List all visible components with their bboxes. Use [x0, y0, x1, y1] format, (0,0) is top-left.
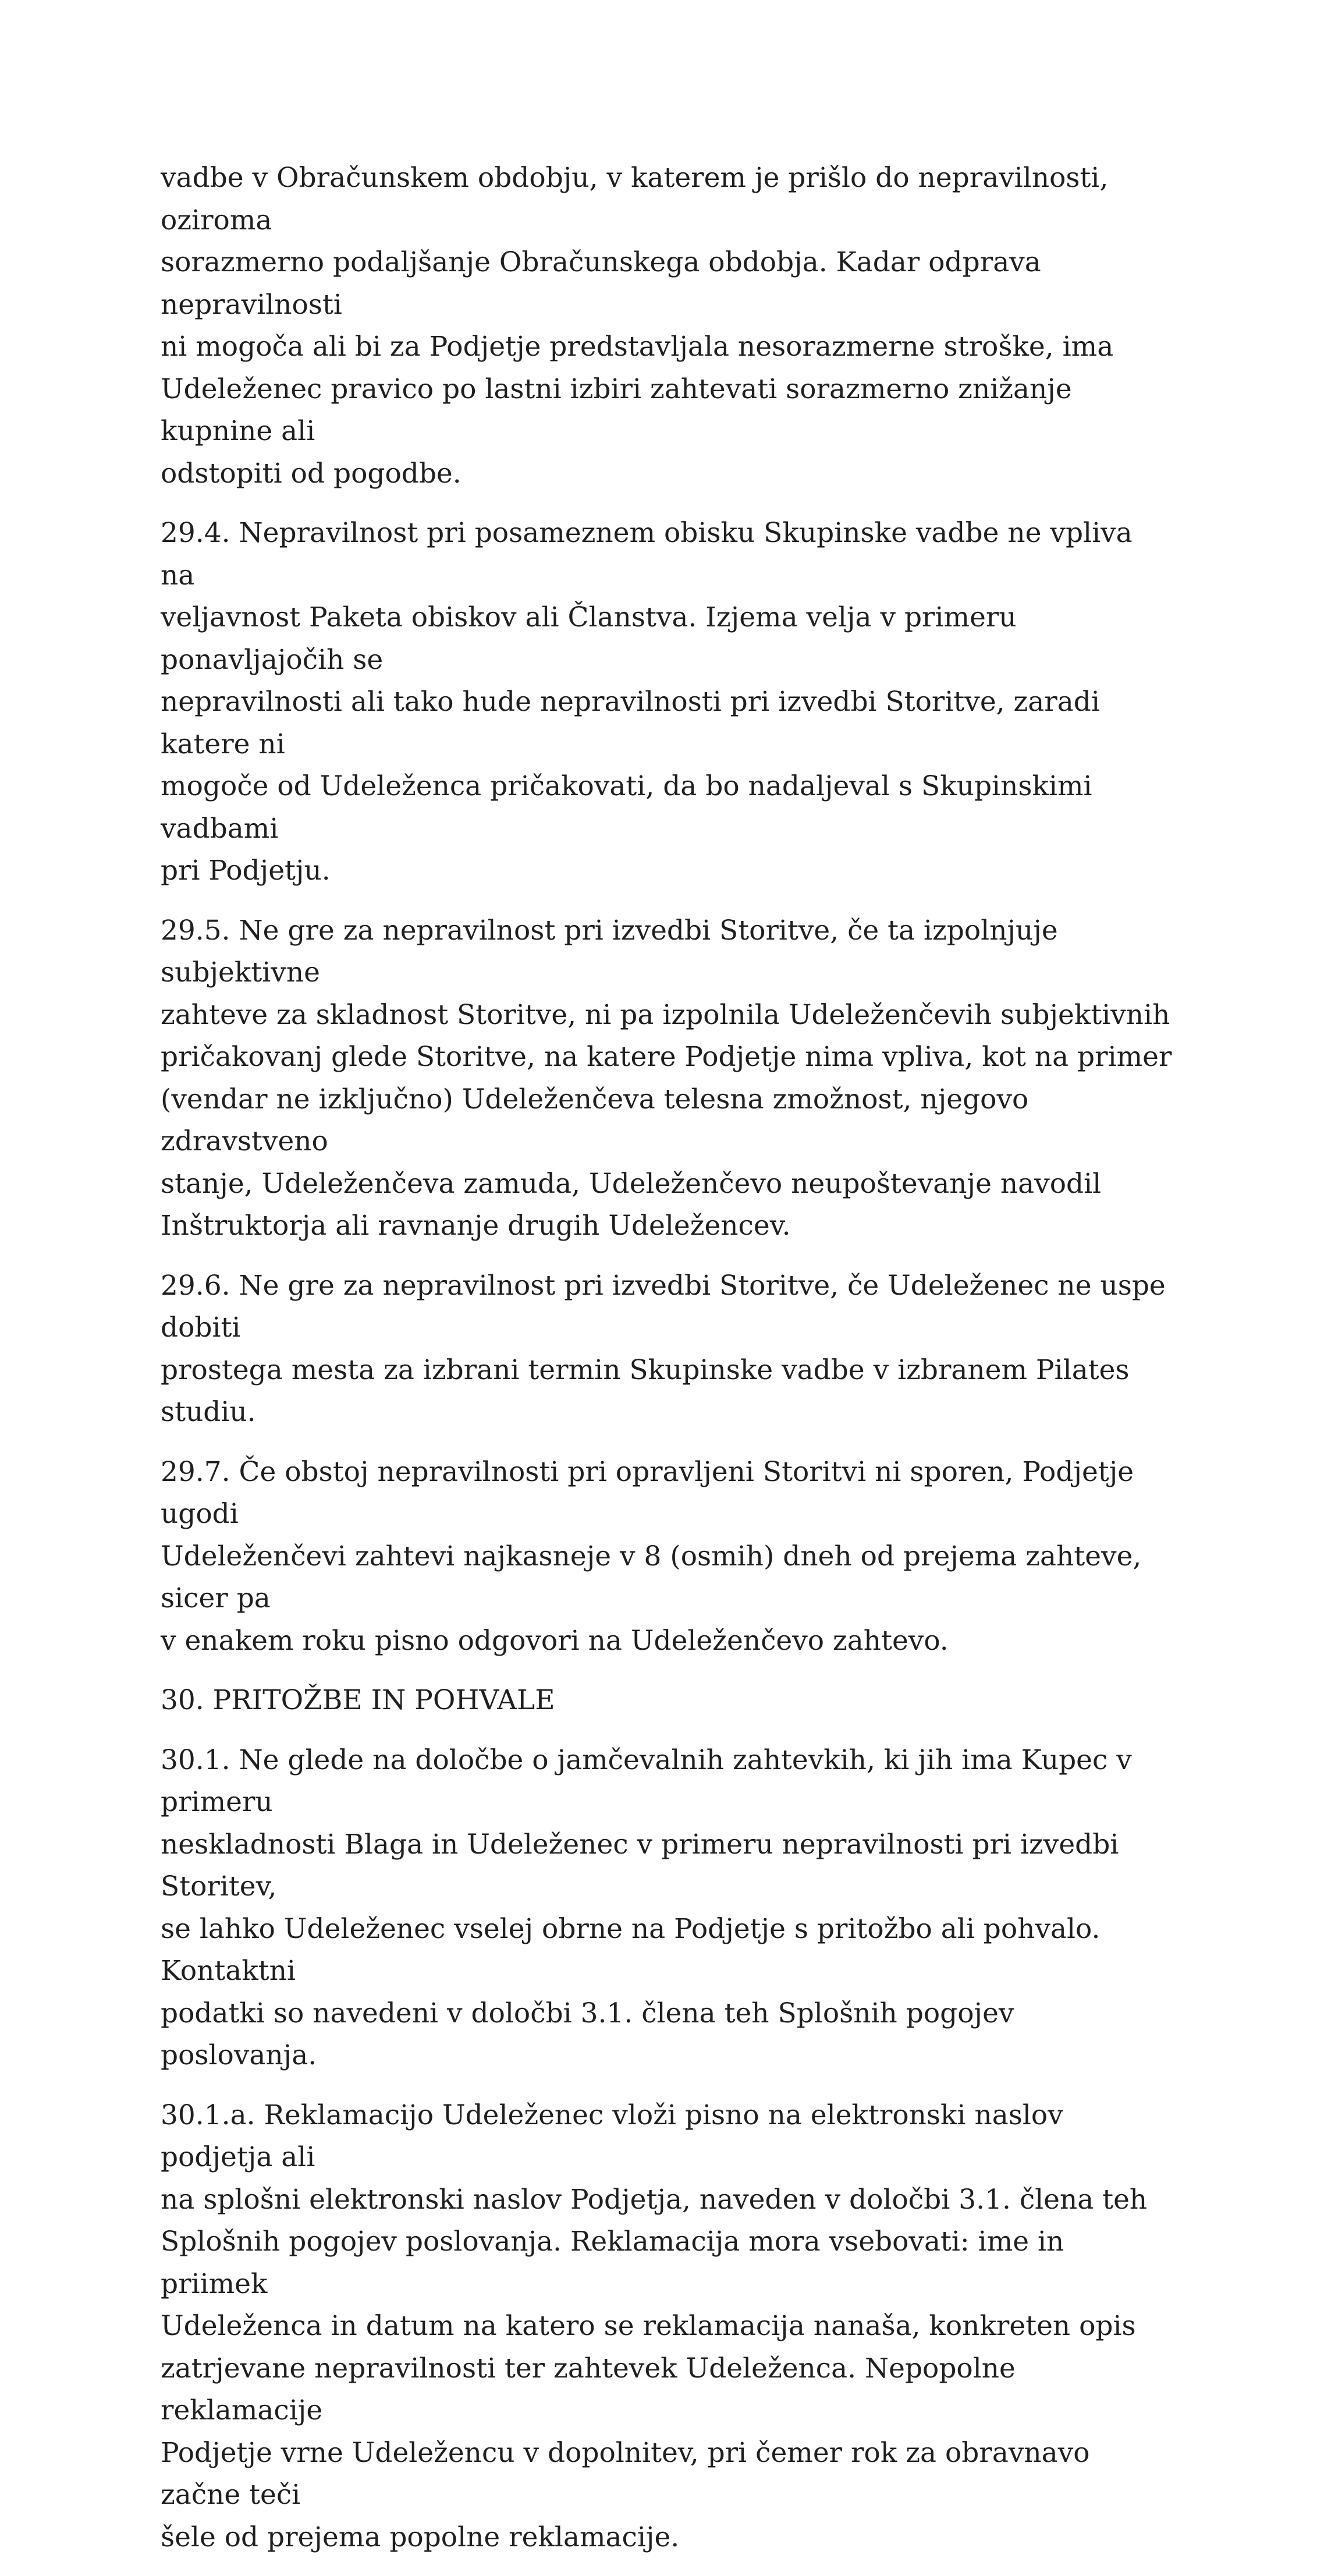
- paragraph-continuation: vadbe v Obračunskem obdobju, v katerem je prišlo do nepravilnosti, oziroma sorazmerno podaljšanje Obračunskega obdobja. Kadar odprava nepravilnosti ni mogoča ali bi za Podjetje predstavljala nesorazmerne stroške, ima Udeleženec pravico po lastni izbiri zahtevati sorazmerno znižanje kupnine ali odstopiti od pogodbe.: [161, 162, 1114, 490]
- paragraph-29-7: 29.7. Če obstoj nepravilnosti pri opravljeni Storitvi ni sporen, Podjetje ugodi Udeleženčevi zahtevi najkasneje v 8 (osmih) dneh od prejema zahteve, sicer pa v enakem roku pisno odgovori na Udeleženčevo zahtevo.: [161, 1455, 1142, 1657]
- paragraph-29-4: 29.4. Nepravilnost pri posameznem obisku Skupinske vadbe ne vpliva na veljavnost Paketa obiskov ali Članstva. Izjema velja v primeru ponavljajočih se nepravilnosti ali tako hude nepravilnosti pri izvedbi Storitve, zaradi katere ni mogoče od Udeleženca pričakovati, da bo nadaljeval s Skupinskimi vadbami pri Podjetju.: [161, 517, 1133, 887]
- paragraph-30-1-a: 30.1.a. Reklamacijo Udeleženec vloži pisno na elektronski naslov podjetja ali na splošni elektronski naslov Podjetja, naveden v določbi 3.1. člena teh Splošnih pogojev poslovanja. Reklamacija mora vsebovati: ime in priimek Udeleženca in datum na katero se reklamacija nanaša, konkreten opis zatrjevane nepravilnosti ter zahtevek Udeleženca. Nepopolne reklamacije Podjetje vrne Udeležencu v dopolnitev, pri čemer rok za obravnavo začne teči šele od prejema popolne reklamacije.: [161, 2099, 1148, 2553]
- paragraph-29-6: 29.6. Ne gre za nepravilnost pri izvedbi Storitve, če Udeleženec ne uspe dobiti prostega mesta za izbrani termin Skupinske vadbe v izbranem Pilates studiu.: [161, 1269, 1166, 1428]
- document-page: [161, 157, 1173, 2576]
- paragraph-30-1: 30.1. Ne glede na določbe o jamčevalnih zahtevkih, ki jih ima Kupec v primeru neskladnosti Blaga in Udeleženec v primeru nepravilnosti pri izvedbi Storitev, se lahko Udeleženec vselej obrne na Podjetje s pritožbo ali pohvalo. Kontaktni podatki so navedeni v določbi 3.1. člena teh Splošnih pogojev poslovanja.: [161, 1744, 1132, 2071]
- paragraph-29-5: 29.5. Ne gre za nepravilnost pri izvedbi Storitve, če ta izpolnjuje subjektivne zahteve za skladnost Storitve, ni pa izpolnila Udeleženčevih subjektivnih pričakovanj glede Storitve, na katere Podjetje nima vpliva, kot na primer (vendar ne izključno) Udeleženčeva telesna zmožnost, njegovo zdravstveno stanje, Udeleženčeva zamuda, Udeleženčevo neupoštevanje navodil Inštruktorja ali ravnanje drugih Udeležencev.: [161, 914, 1172, 1242]
- section-heading-30: 30. PRITOŽBE IN POHVALE: [161, 1684, 555, 1716]
